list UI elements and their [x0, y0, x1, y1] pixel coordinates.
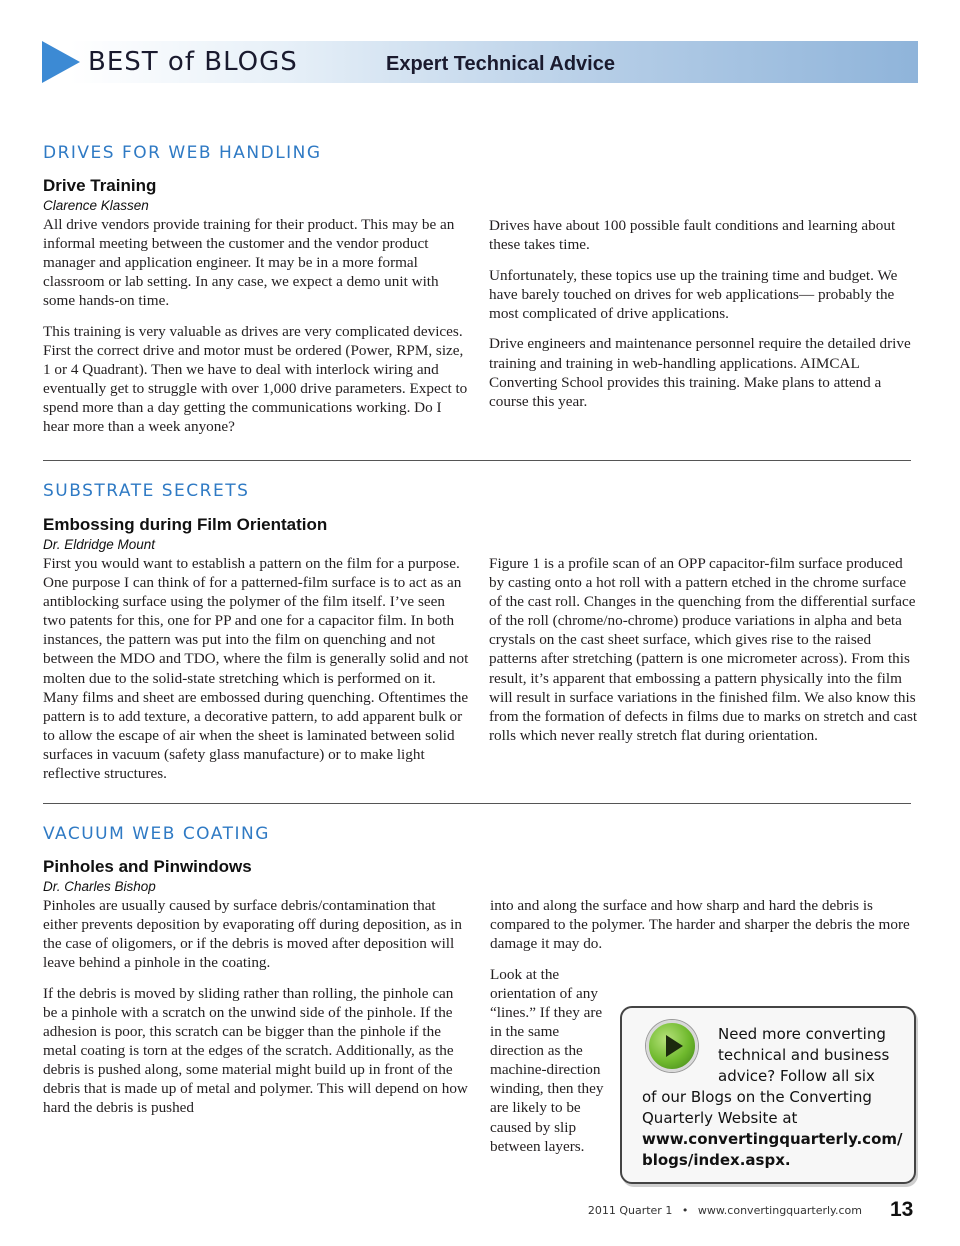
page-footer [588, 1204, 862, 1217]
header-banner [42, 41, 918, 83]
blogs-callout-box[interactable] [620, 1006, 916, 1184]
banner-title: BEST of BLOGS [88, 47, 298, 77]
banner-arrow-icon [42, 41, 80, 83]
paragraph: This training is very valuable as drives are very complicated devices. First the correct drive and motor must be ordered (Power, RPM, size, 1 or 4 Quadrant). Then we have to deal with interlock wiring and eventually get to struggle with over 1,000 drive parameters. Expect to spend more than a day getting the communications working. Do I hear more than a week anyone? [43, 322, 468, 436]
paragraph: Drive engineers and maintenance personnel require the detailed drive training and training in web-handling applications. AIMCAL Converting School provides this training. Make plans to attend a course this year. [489, 335, 911, 410]
article-title-drive-training: Drive Training [43, 176, 157, 195]
paragraph: All drive vendors provide training for their product. This may be an informal meeting between the customer and the vendor product manager and application engineer. It may be in a more formal classroom or lab setting. In any case, we expect a demo unit with some hands-on time. [43, 216, 455, 310]
footer-separator: • [681, 1204, 689, 1217]
section-heading-substrate: SUBSTRATE SECRETS [43, 481, 250, 501]
section-heading-vacuum: VACUUM WEB COATING [43, 824, 270, 844]
paragraph: Unfortunately, these topics use up the training time and budget. We have barely touched on drives for web applications— probably the most complicated of drive applications. [489, 266, 898, 322]
article-left-column [43, 215, 471, 448]
paragraph: If the debris is moved by sliding rather than rolling, the pinhole can be a pinhole with a scratch on the unwind side of the pinhole. If the adhesion is poor, this scratch can be bigger than the pinhole if the metal coating is torn at the edges of the scratch. Additionally, as the debris is pushed along, some material might build up in front of the debris that is made up of metal and polymer. This will depend on how hard the debris is pushed [43, 984, 468, 1117]
page-number: 13 [890, 1198, 914, 1221]
article-title-pinholes: Pinholes and Pinwindows [43, 857, 252, 876]
paragraph: Figure 1 is a profile scan of an OPP capacitor-film surface produced by casting onto a hot roll with a pattern etched in the chrome surface of the cast roll. Changes in the quenching from the differential surface of the roll (chrome/no-chrome) produce variations in alpha and beta crystals on the cast sheet surface, which gives rise to the raised patterns after stretching (pattern is one micrometer across). From this result, it’s apparent that embossing a pattern physically into the film will result in surface variations in the finished film. We also know this from the formation of defects in films due to marks on stretch and cast rolls which never really stretch flat during orientation. [489, 555, 918, 744]
article-author: Dr. Charles Bishop [43, 879, 156, 894]
banner-subtitle: Expert Technical Advice [386, 53, 615, 75]
article-title-embossing: Embossing during Film Orientation [43, 515, 328, 534]
article-left-column [43, 554, 471, 795]
callout-line: technical and business [718, 1046, 890, 1064]
callout-url-link[interactable]: www.convertingquarterly.com/ [642, 1130, 903, 1148]
article-left-column [43, 896, 471, 1129]
callout-line: of our Blogs on the Converting [642, 1088, 872, 1106]
callout-text [642, 1024, 902, 1171]
paragraph: First you would want to establish a pattern on the film for a purpose. One purpose I can think of for a patterned-film surface is to act as an antiblocking surface using the polymer of the film itself. I’ve seen two patents for this, one for PP and one for a capacitor film. In both instances, the pattern was put into the film on quenching and not between the MDO and TDO, where the film is generally solid and not molten due to the solid-state stretching which is performed on it. Many films and sheet are embossed during quenching. Oftentimes the pattern is to add texture, a decorative pattern, to add apparent bulk or to allow the escape of air when the sheet is laminated between solid surfaces in vacuum (safety glass manufacture) or to make light reflective structures. [43, 555, 469, 783]
paragraph: Drives have about 100 possible fault conditions and learning about these takes time. [489, 217, 896, 254]
footer-issue: 2011 Quarter 1 [587, 1204, 673, 1217]
section-heading-drives: DRIVES FOR WEB HANDLING [43, 143, 322, 163]
section-divider [43, 460, 911, 461]
article-right-column [489, 216, 919, 422]
article-author: Dr. Eldridge Mount [43, 537, 156, 552]
callout-line: Need more converting [718, 1025, 886, 1043]
article-author: Clarence Klassen [43, 198, 149, 213]
paragraph: into and along the surface and how sharp and hard the debris is compared to the polymer. The harder and sharper the debris the more damage it may do. [490, 897, 910, 953]
article-right-column [489, 554, 919, 756]
callout-line: advice? Follow all six [718, 1067, 875, 1085]
paragraph: Pinholes are usually caused by surface debris/contamination that either prevents deposition by evaporating off during deposition, as in the case of oligomers, or if the debris is moved after deposition will leave behind a pinhole in the coating. [43, 897, 462, 972]
paragraph: Look at the orientation of any “lines.” If they are in the same direction as the machine-direction winding, then they are likely to be caused by slip between layers. [490, 965, 604, 1155]
footer-site-link[interactable]: www.convertingquarterly.com [697, 1204, 862, 1217]
callout-line: Quarterly Website at [642, 1109, 798, 1127]
callout-url-link[interactable]: blogs/index.aspx. [642, 1151, 791, 1169]
section-divider [43, 803, 911, 804]
